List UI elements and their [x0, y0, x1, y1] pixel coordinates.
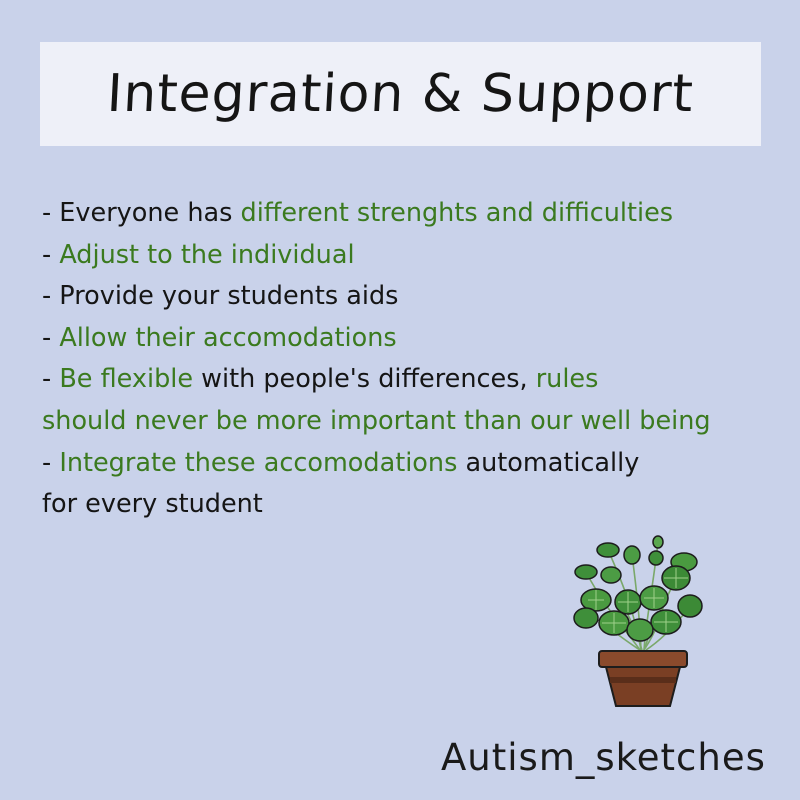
tip-highlight: should never be more important than our well being [42, 405, 711, 436]
pot [599, 651, 687, 706]
tip-dash: - [42, 322, 60, 353]
tip-text: with people's differences, [193, 364, 536, 395]
tip-highlight: Integrate these accomodations [59, 447, 458, 478]
tip-highlight: Be flexible [59, 364, 194, 395]
author-signature: Autism_sketches [441, 736, 766, 779]
potted-plant-icon [566, 530, 711, 710]
tip-line-4 [42, 318, 782, 360]
tip-highlight: Allow their accomodations [59, 322, 397, 353]
tip-highlight: Adjust to the individual [59, 239, 355, 270]
tip-text: - Everyone has [42, 198, 241, 228]
tip-line-2 [42, 235, 782, 277]
tip-text: automatically [457, 447, 640, 478]
title-banner [40, 42, 761, 146]
tips-list [42, 193, 782, 526]
tip-dash: - [42, 447, 60, 478]
tip-text: - Provide your students aids [42, 281, 399, 312]
page-title: Integration & Support [105, 64, 696, 124]
tip-dash: - [42, 239, 60, 270]
tip-text: for every student [42, 489, 263, 520]
tip-dash: - [42, 364, 60, 395]
tip-line-1 [42, 193, 782, 235]
tip-highlight: different strenghts and difficulties [240, 198, 674, 228]
tip-line-6 [42, 401, 782, 443]
tip-line-8 [42, 484, 782, 526]
plant-leaves [574, 536, 702, 641]
tip-line-5 [42, 359, 782, 401]
tip-line-3 [42, 276, 782, 318]
tip-line-7 [42, 443, 782, 485]
tip-highlight: rules [535, 364, 599, 395]
